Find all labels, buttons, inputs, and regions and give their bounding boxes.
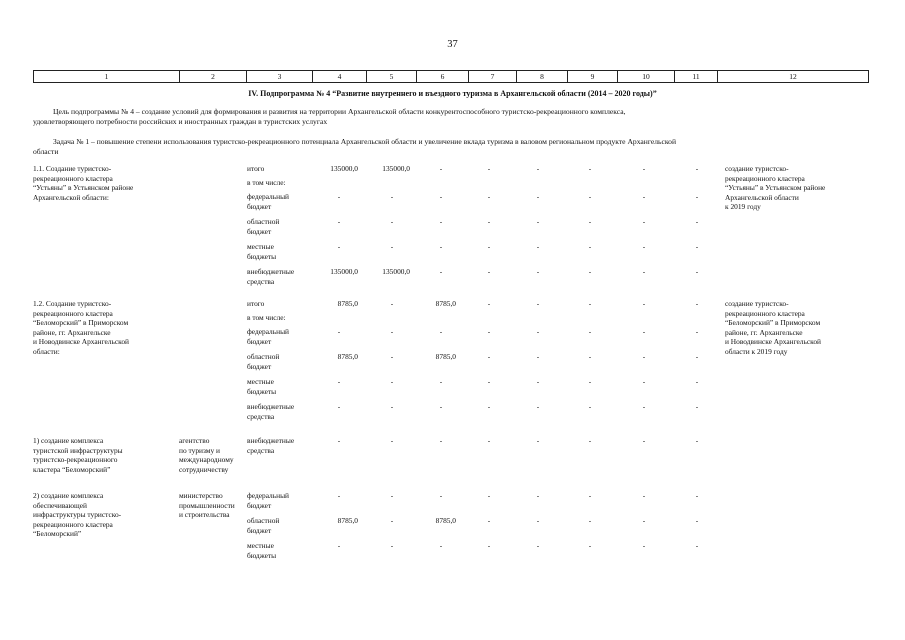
funding-value: - [337, 402, 341, 411]
expected-result-line: области к 2019 году [725, 347, 788, 356]
funding-value: - [487, 327, 491, 336]
funding-value: - [487, 192, 491, 201]
measure-name-line: области: [33, 347, 60, 356]
measure-name-line: и Новодвинске Архангельской [33, 337, 130, 347]
funding-source-line: бюджет [247, 226, 272, 236]
funding-value: - [390, 491, 394, 500]
funding-value: - [695, 377, 699, 386]
column-number-3: 3 [247, 71, 313, 83]
funding-source-line: в том числе: [247, 313, 286, 322]
funding-value: - [695, 516, 699, 525]
funding-value: - [439, 402, 443, 411]
funding-value: - [536, 436, 540, 445]
funding-value: - [487, 436, 491, 445]
funding-value: - [439, 217, 443, 226]
funding-value: 8785,0 [337, 352, 358, 361]
funding-source-line: внебюджетные [247, 436, 295, 445]
funding-value: - [642, 352, 646, 361]
measure-name-line: кластера “Беломорский” [33, 464, 111, 474]
funding-value: 8785,0 [435, 352, 456, 361]
funding-source-line: областной [247, 352, 280, 361]
funding-value: - [439, 541, 443, 550]
measure-name-line: 1.1. Создание туристско- [33, 164, 112, 173]
funding-source-line: бюджет [247, 525, 272, 535]
funding-source-line: бюджет [247, 500, 272, 510]
funding-value: - [642, 516, 646, 525]
funding-value: 135000,0 [330, 267, 358, 276]
funding-value: - [487, 267, 491, 276]
funding-value: - [588, 299, 592, 308]
funding-value: - [487, 491, 491, 500]
funding-source-line: итого [247, 164, 265, 173]
funding-value: - [337, 436, 341, 445]
funding-value: - [390, 541, 394, 550]
measure-name-line: 2) создание комплекса [33, 491, 104, 500]
funding-value: - [487, 402, 491, 411]
funding-value: - [536, 299, 540, 308]
funding-value: 135000,0 [382, 267, 410, 276]
funding-value: 135000,0 [330, 164, 358, 173]
measure-name-line: районе, гг. Архангельске [33, 327, 111, 337]
funding-value: - [536, 402, 540, 411]
funding-value: - [390, 299, 394, 308]
funding-value: - [588, 217, 592, 226]
funding-value: 8785,0 [435, 516, 456, 525]
funding-value: - [588, 164, 592, 173]
funding-source-line: внебюджетные [247, 267, 295, 276]
funding-value: - [695, 491, 699, 500]
measure-name-line: “Устьяны” в Устьянском районе [33, 183, 134, 193]
funding-value: - [337, 217, 341, 226]
expected-result-line: районе, гг. Архангельске [725, 327, 803, 337]
funding-value: - [390, 352, 394, 361]
measure-name-line: инфраструктуры туристско- [33, 510, 122, 520]
measure-name-line: “Беломорский” в Приморском [33, 318, 129, 328]
expected-result-line: создание туристско- [725, 299, 789, 308]
funding-value: - [390, 242, 394, 251]
funding-source-line: бюджеты [247, 550, 277, 560]
funding-value: - [487, 516, 491, 525]
funding-source-line: бюджет [247, 361, 272, 371]
column-number-6: 6 [417, 71, 469, 83]
funding-value: - [642, 267, 646, 276]
funding-value: - [588, 377, 592, 386]
executor-line: сотрудничеству [179, 464, 229, 474]
goal-line-2: удовлетворяющего потребности российских и иностранных граждан в туристских услугах [33, 117, 328, 126]
task-line-1: Задача № 1 – повышение степени использования туристско-рекреационного потенциала Архангельской области и увеличение вклада туризма в валовом региональном продукте Архангельской [53, 137, 677, 146]
funding-value: - [642, 402, 646, 411]
funding-value: - [642, 164, 646, 173]
measure-name-line: обеспечивающей [33, 500, 87, 510]
funding-value: - [695, 352, 699, 361]
expected-result-line: и Новодвинске Архангельской [725, 337, 822, 347]
expected-result-line: к 2019 году [725, 202, 761, 212]
executor-line: министерство [179, 491, 223, 500]
funding-source-line: бюджет [247, 201, 272, 211]
funding-source-line: федеральный [247, 327, 289, 336]
funding-source-line: внебюджетные [247, 402, 295, 411]
funding-value: - [642, 436, 646, 445]
funding-value: - [642, 327, 646, 336]
funding-value: - [536, 164, 540, 173]
funding-value: - [695, 541, 699, 550]
funding-value: - [536, 217, 540, 226]
funding-value: - [536, 192, 540, 201]
funding-value: - [642, 491, 646, 500]
funding-value: - [390, 217, 394, 226]
funding-source-line: местные [247, 242, 274, 251]
funding-value: - [588, 327, 592, 336]
column-number-1: 1 [34, 71, 180, 83]
funding-value: - [487, 541, 491, 550]
funding-value: - [695, 192, 699, 201]
funding-value: - [337, 192, 341, 201]
measure-name-line: рекреационного кластера [33, 173, 113, 183]
column-number-row [33, 70, 869, 83]
funding-value: - [337, 541, 341, 550]
funding-value: - [390, 402, 394, 411]
column-number-5: 5 [367, 71, 417, 83]
column-number-8: 8 [517, 71, 568, 83]
funding-value: - [695, 327, 699, 336]
funding-value: - [337, 242, 341, 251]
funding-value: - [642, 541, 646, 550]
funding-value: - [487, 352, 491, 361]
funding-value: - [695, 164, 699, 173]
funding-source-line: итого [247, 299, 265, 308]
section-title: IV. Подпрограмма № 4 “Развитие внутреннего и въездного туризма в Архангельской области (2014 – 2020 годы)” [248, 89, 657, 98]
funding-value: - [337, 377, 341, 386]
measure-name-line: Архангельской области: [33, 192, 109, 202]
funding-value: 135000,0 [382, 164, 410, 173]
funding-value: - [695, 436, 699, 445]
funding-source-line: областной [247, 516, 280, 525]
funding-value: - [487, 299, 491, 308]
column-number-4: 4 [313, 71, 367, 83]
funding-value: - [536, 377, 540, 386]
column-number-10: 10 [618, 71, 675, 83]
funding-value: - [642, 377, 646, 386]
funding-value: - [439, 436, 443, 445]
funding-value: - [536, 516, 540, 525]
executor-line: международному [179, 455, 234, 465]
funding-source-line: федеральный [247, 491, 289, 500]
funding-value: - [487, 217, 491, 226]
funding-value: - [536, 327, 540, 336]
funding-value: - [588, 541, 592, 550]
column-number-2: 2 [180, 71, 247, 83]
funding-value: 8785,0 [435, 299, 456, 308]
funding-value: - [695, 402, 699, 411]
funding-value: - [439, 164, 443, 173]
funding-value: 8785,0 [337, 516, 358, 525]
funding-source-line: местные [247, 541, 274, 550]
funding-value: - [695, 267, 699, 276]
funding-value: - [588, 352, 592, 361]
funding-source-line: бюджеты [247, 386, 277, 396]
funding-source-line: средства [247, 276, 275, 286]
funding-value: - [695, 299, 699, 308]
funding-value: - [439, 377, 443, 386]
funding-value: - [536, 541, 540, 550]
measure-name-line: “Беломорский” [33, 529, 82, 539]
funding-source-line: бюджет [247, 336, 272, 346]
executor-line: и строительства [179, 510, 230, 520]
funding-value: 8785,0 [337, 299, 358, 308]
funding-value: - [439, 192, 443, 201]
funding-source-line: федеральный [247, 192, 289, 201]
funding-value: - [588, 267, 592, 276]
column-number-12: 12 [718, 71, 869, 83]
funding-value: - [390, 192, 394, 201]
funding-value: - [588, 516, 592, 525]
funding-value: - [642, 242, 646, 251]
funding-source-line: средства [247, 445, 275, 455]
funding-value: - [588, 491, 592, 500]
measure-name-line: туристской инфраструктуры [33, 445, 123, 455]
funding-value: - [487, 164, 491, 173]
measure-name-line: рекреационного кластера [33, 308, 113, 318]
measure-name-line: 1) создание комплекса [33, 436, 104, 445]
funding-value: - [337, 491, 341, 500]
funding-value: - [536, 242, 540, 251]
funding-value: - [439, 242, 443, 251]
funding-source-line: местные [247, 377, 274, 386]
funding-value: - [588, 192, 592, 201]
funding-value: - [390, 327, 394, 336]
funding-value: - [439, 267, 443, 276]
funding-source-line: в том числе: [247, 178, 286, 187]
funding-value: - [642, 299, 646, 308]
funding-value: - [439, 327, 443, 336]
funding-value: - [588, 242, 592, 251]
funding-value: - [487, 242, 491, 251]
funding-value: - [642, 217, 646, 226]
expected-result-line: “Беломорский” в Приморском [725, 318, 821, 328]
funding-value: - [695, 242, 699, 251]
executor-line: промышленности [179, 500, 235, 510]
task-line-2: области [33, 147, 59, 156]
measure-name-line: туристско-рекреационного [33, 455, 118, 465]
column-number-11: 11 [675, 71, 718, 83]
column-number-7: 7 [469, 71, 517, 83]
column-number-9: 9 [568, 71, 618, 83]
measure-name-line: 1.2. Создание туристско- [33, 299, 112, 308]
funding-value: - [642, 192, 646, 201]
funding-value: - [439, 491, 443, 500]
expected-result-line: “Устьяны” в Устьянском районе [725, 183, 826, 193]
expected-result-line: рекреационного кластера [725, 173, 805, 183]
funding-value: - [588, 436, 592, 445]
measure-name-line: рекреационного кластера [33, 519, 113, 529]
funding-value: - [390, 436, 394, 445]
funding-value: - [390, 516, 394, 525]
funding-value: - [390, 377, 394, 386]
funding-source-line: областной [247, 217, 280, 226]
executor-line: по туризму и [179, 445, 220, 455]
funding-value: - [337, 327, 341, 336]
page-number: 37 [447, 39, 458, 50]
funding-value: - [536, 491, 540, 500]
goal-line-1: Цель подпрограммы № 4 – создание условий для формирования и развития на территории Архангельской области конкурентоспособного туристско-рекреационного комплекса, [53, 107, 626, 116]
expected-result-line: Архангельской области [725, 192, 799, 202]
funding-value: - [536, 352, 540, 361]
expected-result-line: создание туристско- [725, 164, 789, 173]
funding-value: - [536, 267, 540, 276]
funding-value: - [588, 402, 592, 411]
funding-value: - [487, 377, 491, 386]
expected-result-line: рекреационного кластера [725, 308, 805, 318]
funding-source-line: бюджеты [247, 251, 277, 261]
executor-line: агентство [179, 436, 210, 445]
funding-value: - [695, 217, 699, 226]
funding-source-line: средства [247, 411, 275, 421]
